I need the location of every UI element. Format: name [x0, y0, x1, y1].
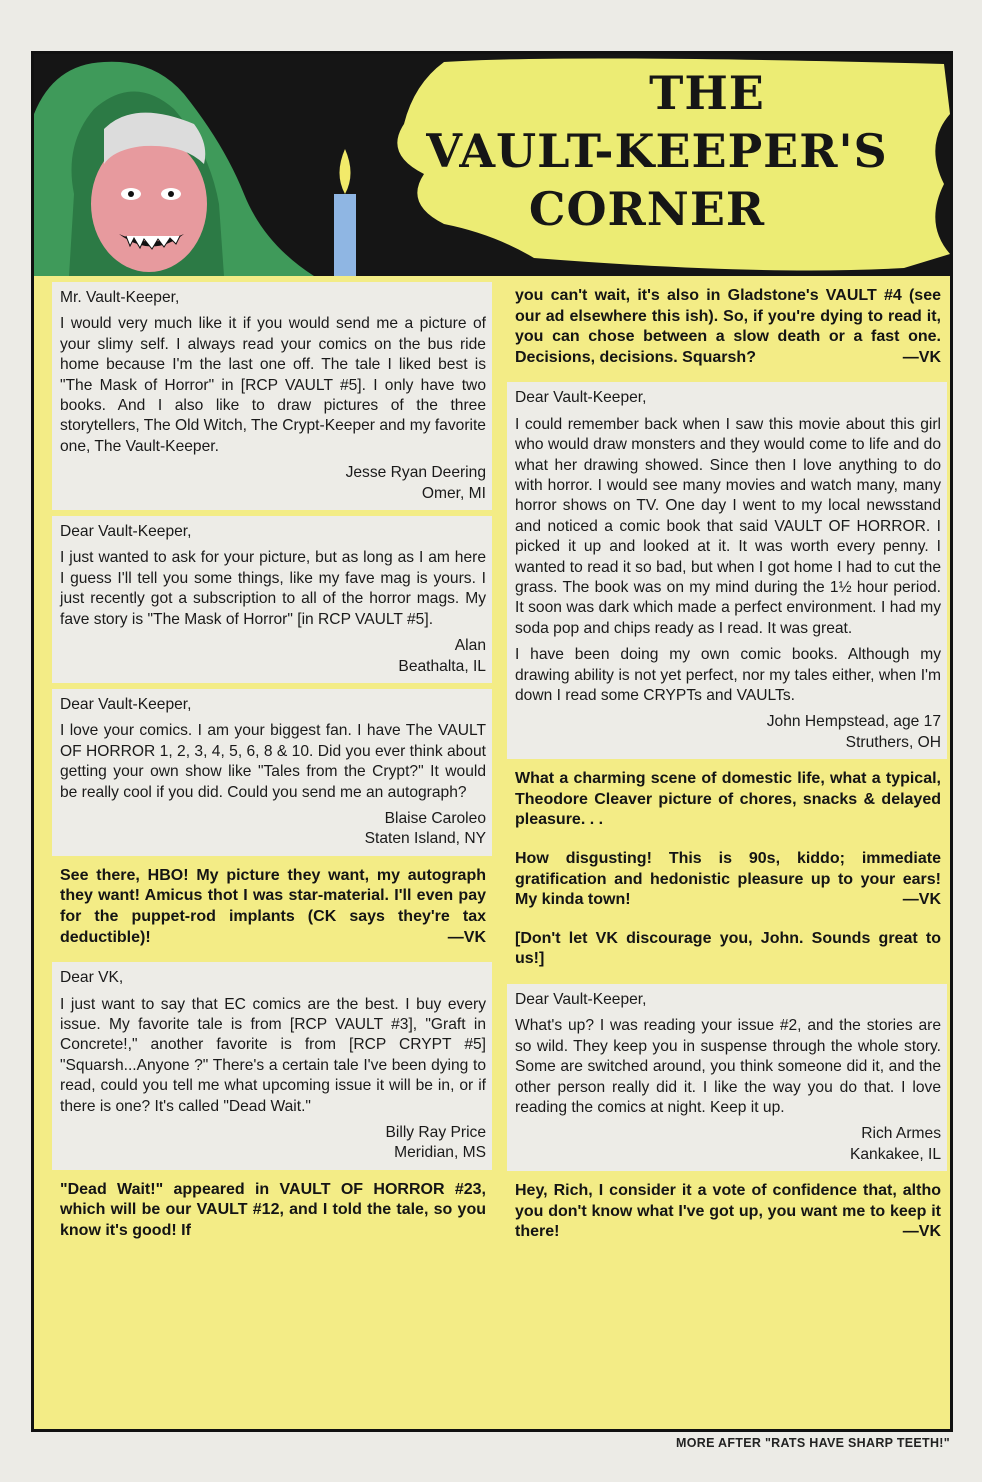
vk-reply — [52, 1176, 492, 1246]
letter-body: I just wanted to ask for your picture, but as long as I am here I guess I'll tell you some things, like my fave mag is yours. I just recently got a subscription to all of the horror mags. My fave story is "The Mask of Horror" [in RCP VAULT #5]. — [60, 549, 486, 628]
letter-salutation: Dear Vault-Keeper, — [60, 695, 192, 713]
letter-body: I love your comics. I am your biggest fan. I have The VAULT OF HORROR 1, 2, 3, 4, 5, 6, 8 & 10. Did you ever think about getting your own show like "Tales from the Crypt?" It would be really cool if you did. Could you send me an autograph? — [60, 722, 486, 801]
title-line-2: VAULT-KEEPER'S — [426, 124, 888, 178]
title-block — [384, 54, 950, 276]
editor-reply — [507, 765, 947, 835]
letter-salutation: Dear Vault-Keeper, — [515, 389, 647, 407]
letter-armes — [507, 984, 947, 1171]
letter-signature — [515, 712, 941, 753]
letter-signature — [60, 463, 486, 504]
continued-footer: MORE AFTER "RATS HAVE SHARP TEETH!" — [676, 1436, 950, 1450]
reply-text: "Dead Wait!" appeared in VAULT OF HORROR #23, which will be our VAULT #12, and I told the tale, so you know it's good! If — [60, 1180, 486, 1239]
right-column — [507, 282, 947, 1257]
left-column — [52, 282, 492, 1256]
letter-hempstead — [507, 382, 947, 759]
signer-name: Blaise Caroleo — [384, 809, 486, 827]
reply-text: [Don't let VK discourage you, John. Sounds great to us!] — [515, 929, 941, 968]
letter-caroleo — [52, 689, 492, 856]
reply-text: See there, HBO! My picture they want, my autograph they want! Amicus thot I was star-material. I'll even pay for the puppet-rod implants (CK says they're tax deductible)! — [60, 866, 486, 946]
letter-salutation: Dear Vault-Keeper, — [60, 523, 192, 541]
letter-body: I have been doing my own comic books. Although my drawing ability is not yet perfect, nor my tales either, when I'm down I read some CRYPTs and VAULTs. — [515, 646, 941, 705]
letter-signature — [60, 809, 486, 850]
reply-text: Hey, Rich, I consider it a vote of confidence that, altho you don't know what I've got up, you want me to keep it there! — [515, 1182, 941, 1241]
signer-name: John Hempstead, age 17 — [766, 713, 941, 731]
vk-reply-continued — [507, 282, 947, 372]
letter-price — [52, 962, 492, 1170]
letters-page-frame — [31, 51, 953, 1432]
signer-name: Alan — [454, 637, 486, 655]
letter-signature — [515, 1124, 941, 1165]
signer-location: Kankakee, IL — [849, 1145, 941, 1163]
signer-location: Omer, MI — [421, 484, 486, 502]
reply-signature: —VK — [447, 928, 486, 946]
signer-location: Meridian, MS — [394, 1144, 486, 1162]
reply-signature: —VK — [902, 1223, 941, 1241]
signer-name: Rich Armes — [861, 1125, 941, 1143]
vk-reply — [507, 1177, 947, 1247]
signer-location: Struthers, OH — [845, 733, 941, 751]
letter-signature — [60, 636, 486, 677]
editor-note — [507, 925, 947, 974]
letter-body: I just want to say that EC comics are the best. I buy every issue. My favorite tale is from [RCP VAULT #3], "Graft in Concrete!," another favorite is from [RCP CRYPT #5] "Squarsh...Anyone ?" There's a certain tale I've been dying to read, could you tell me what upcoming issue it will be in, or if there is one? It's called "Dead Wait." — [60, 995, 486, 1115]
page-header — [34, 54, 950, 276]
letter-alan — [52, 516, 492, 683]
vk-reply — [52, 862, 492, 952]
reply-text: What a charming scene of domestic life, what a typical, Theodore Cleaver picture of chores, snacks & delayed pleasure. . . — [515, 770, 941, 829]
title-line-3: CORNER — [528, 182, 766, 236]
vk-reply — [507, 845, 947, 915]
letter-body: I would very much like it if you would send me a picture of your slimy self. I always read your comics on the bus ride home because I'm the last one off. The tale I liked best is "The Mask of Horror" in [RCP VAULT #5]. I only have two books. And I also like to draw pictures of the three storytellers, The Old Witch, The Crypt-Keeper and my favorite one, The Vault-Keeper. — [60, 315, 486, 455]
letter-salutation: Dear VK, — [60, 969, 124, 987]
letter-salutation: Mr. Vault-Keeper, — [60, 289, 180, 306]
letter-signature — [60, 1123, 486, 1164]
signer-name: Billy Ray Price — [385, 1123, 486, 1141]
title-line-1: THE — [649, 66, 765, 120]
reply-text: you can't wait, it's also in Gladstone's VAULT #4 (see our ad elsewhere this ish). So, if you're dying to read it, you can chose between a slow death or a fast one. Decisions, decisions. Squarsh? — [515, 287, 941, 366]
signer-location: Beathalta, IL — [398, 657, 486, 675]
signer-location: Staten Island, NY — [364, 830, 486, 848]
letter-deering — [52, 282, 492, 510]
letter-salutation: Dear Vault-Keeper, — [515, 991, 647, 1009]
signer-name: Jesse Ryan Deering — [345, 464, 486, 482]
reply-signature: —VK — [902, 348, 941, 366]
reply-signature: —VK — [902, 891, 941, 909]
letter-body: I could remember back when I saw this movie about this girl who would draw monsters and they would come to life and do what her drawing showed. Since then I love anything to do with horror. I would see many movies and watch many, many horror shows on TV. One day I went to my local newsstand and noticed a comic book that said VAULT OF HORROR. I picked it up and looked at it. It was worth every penny. I wanted to read it so bad, but when I got home I had to cut the grass. The book was on my mind during the 1½ hour period. It soon was dark which made a perfect environment. I had my soda pop and chips ready as I read. It was great. — [515, 415, 941, 637]
reply-text: How disgusting! This is 90s, kiddo; immediate gratification and hedonistic pleasure up to your ears! My kinda town! — [515, 850, 941, 909]
letter-body: What's up? I was reading your issue #2, and the stories are so wild. They keep you in suspense through the whole story. Some are switched around, you think someone did it, and the other person really did it. I like the way you do that. I love reading the comics at night. Keep it up. — [515, 1017, 941, 1117]
